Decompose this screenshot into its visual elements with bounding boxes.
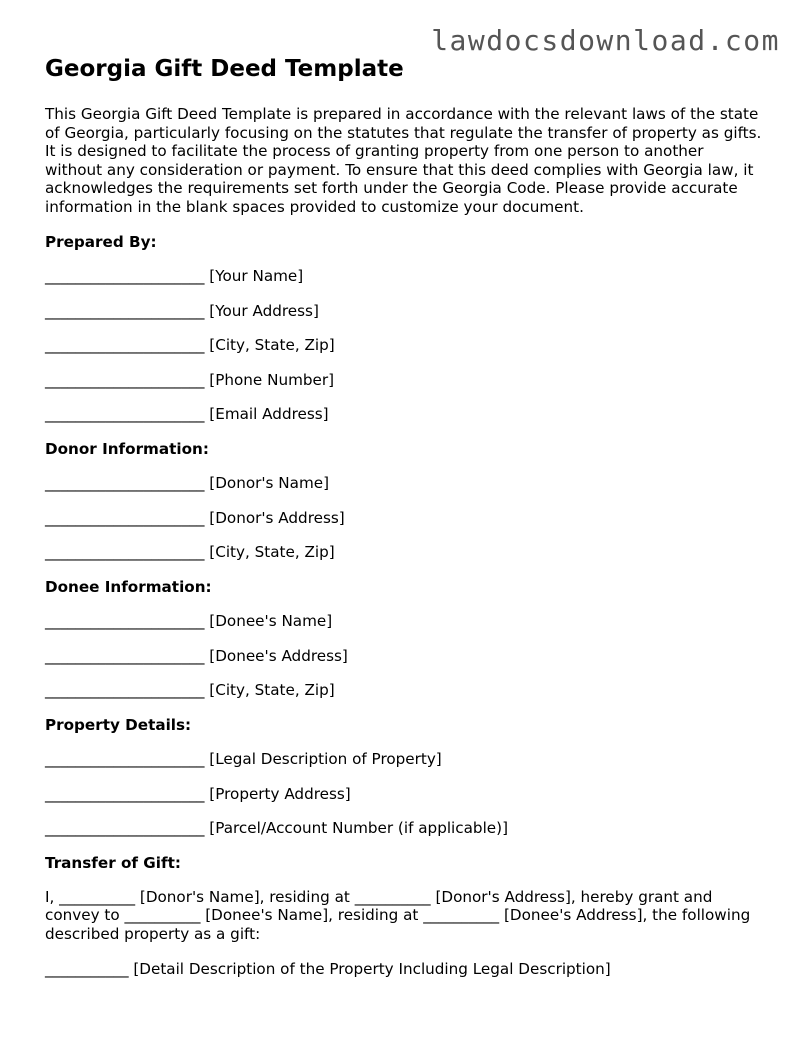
parcel-number-field: _____________________ [Parcel/Account Number (if applicable)] (45, 819, 508, 838)
transfer-paragraph: I, __________ [Donor's Name], residing at __________ [Donor's Address], hereby grant and convey to __________ [Donee's Name], residing at __________ [Donee's Address], the following described property as a gift: (45, 887, 751, 943)
email-address-field: _____________________ [Email Address] (45, 405, 329, 424)
donor-name-field: _____________________ [Donor's Name] (45, 474, 330, 493)
watermark: lawdocsdownload.com (431, 24, 780, 57)
prepared-by-section (45, 233, 765, 424)
document-title: Georgia Gift Deed Template (45, 56, 404, 82)
donee-heading: Donee Information: (45, 577, 212, 596)
donee-city-state-zip-field: _____________________ [City, State, Zip] (45, 681, 335, 700)
donor-heading: Donor Information: (45, 439, 209, 458)
property-section (45, 716, 765, 838)
your-address-field: _____________________ [Your Address] (45, 301, 319, 320)
donee-section (45, 578, 765, 700)
donor-section (45, 440, 765, 562)
donor-address-field: _____________________ [Donor's Address] (45, 508, 345, 527)
document (45, 55, 765, 978)
phone-number-field: _____________________ [Phone Number] (45, 370, 335, 389)
legal-description-field: _____________________ [Legal Description of Property] (45, 750, 442, 769)
donee-name-field: _____________________ [Donee's Name] (45, 612, 333, 631)
property-address-field: _____________________ [Property Address] (45, 784, 351, 803)
donee-address-field: _____________________ [Donee's Address] (45, 646, 348, 665)
your-city-state-zip-field: _____________________ [City, State, Zip] (45, 336, 335, 355)
transfer-section (45, 854, 765, 978)
intro-paragraph: This Georgia Gift Deed Template is prepared in accordance with the relevant laws of the state of Georgia, particularly focusing on the statutes that regulate the transfer of property as gifts. It is designed to facilitate the process of granting property from one person to another without any consideration or payment. To ensure that this deed complies with Georgia law, it acknowledges the requirements set forth under the Georgia Code. Please provide accurate information in the blank spaces provided to customize your document. (45, 105, 762, 216)
your-name-field: _____________________ [Your Name] (45, 267, 304, 286)
donor-city-state-zip-field: _____________________ [City, State, Zip] (45, 543, 335, 562)
prepared-by-heading: Prepared By: (45, 232, 157, 251)
property-detail-field: ___________ [Detail Description of the Property Including Legal Description] (45, 959, 611, 978)
transfer-heading: Transfer of Gift: (45, 853, 181, 872)
property-heading: Property Details: (45, 715, 192, 734)
